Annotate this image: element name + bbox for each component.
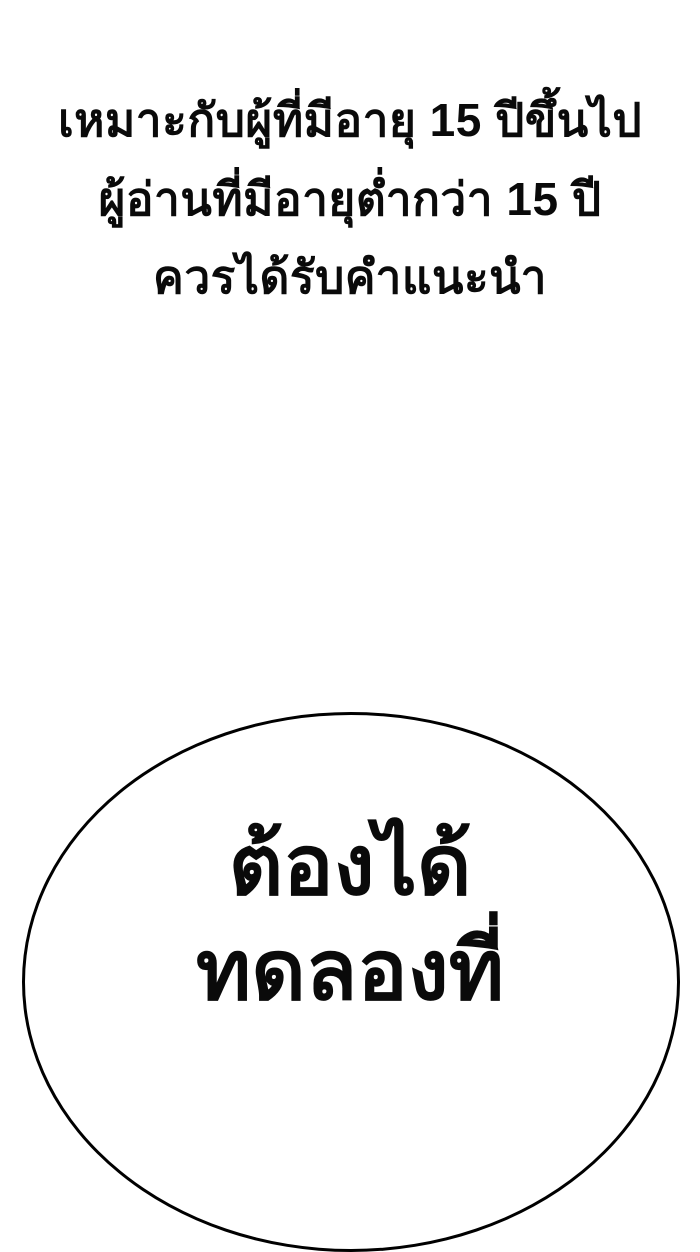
age-notice-line-1: เหมาะกับผู้ที่มีอายุ 15 ปีขึ้นไป <box>57 94 643 146</box>
age-notice-line-2: ผู้อ่านที่มีอายุต่ำกว่า 15 ปี <box>98 173 602 225</box>
age-notice-line-3: ควรได้รับคำแนะนำ <box>153 251 547 303</box>
speech-bubble-text-line-2-clipped: ทดลองที่ <box>195 923 505 1017</box>
speech-bubble-text-line-1: ต้องได้ <box>228 818 472 912</box>
